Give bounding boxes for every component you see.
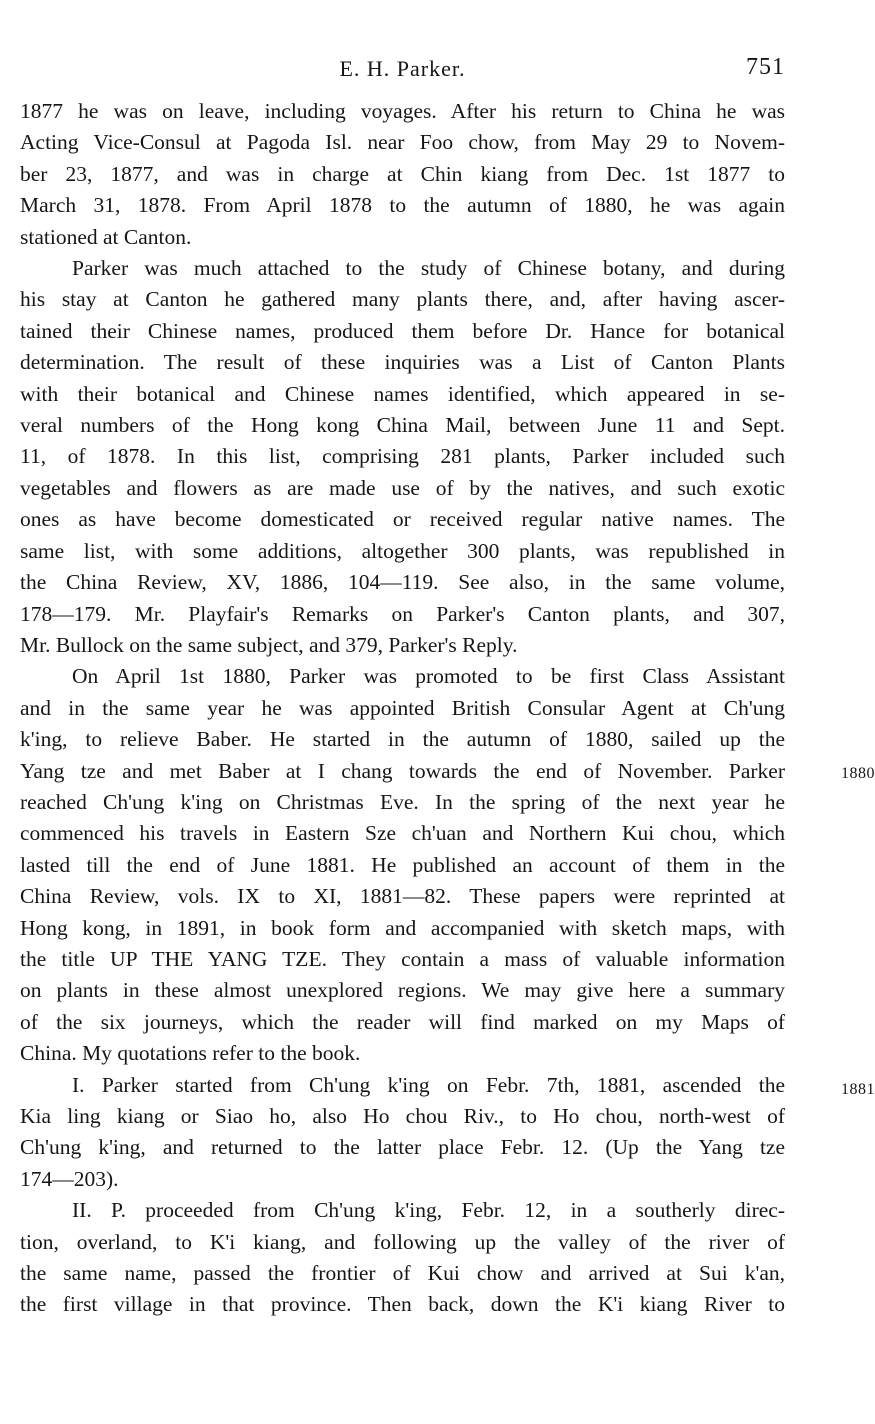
text-line: determination. The result of these inquiries was a List of Canton Plants — [20, 350, 785, 375]
text-line: veral numbers of the Hong kong China Mail, between June 11 and Sept. — [20, 413, 785, 438]
page-number: 751 — [746, 54, 785, 80]
text-line: Mr. Bullock on the same subject, and 379, Parker's Reply. — [20, 632, 518, 657]
text-line: and in the same year he was appointed British Consular Agent at Ch'ung — [20, 695, 785, 720]
text-line: vegetables and flowers as are made use of by the natives, and such exotic — [20, 475, 785, 500]
text-line: of the six journeys, which the reader will find marked on my Maps of — [20, 1009, 785, 1034]
text-line: same list, with some additions, altogether 300 plants, was republished in — [20, 538, 785, 563]
text-line: stationed at Canton. — [20, 224, 192, 249]
text-line: Parker was much attached to the study of Chinese botany, and during — [72, 256, 785, 281]
text-line: China Review, vols. IX to XI, 1881—82. These papers were reprinted at — [20, 884, 785, 909]
text-line: Ch'ung k'ing, and returned to the latter place Febr. 12. (Up the Yang tze — [20, 1135, 785, 1160]
text-line: ber 23, 1877, and was in charge at Chin kiang from Dec. 1st 1877 to — [20, 161, 785, 186]
paragraph-3 — [20, 661, 875, 1069]
text-line: the first village in that province. Then back, down the K'i kiang River to — [20, 1292, 785, 1317]
text-line: on plants in these almost unexplored regions. We may give here a summary — [20, 978, 785, 1003]
text-line: ones as have become domesticated or received regular native names. The — [20, 507, 785, 532]
text-line: with their botanical and Chinese names identified, which appeared in se- — [20, 381, 785, 406]
text-line: 178—179. Mr. Playfair's Remarks on Parker's Canton plants, and 307, — [20, 601, 785, 626]
text-line: II. P. proceeded from Ch'ung k'ing, Febr. 12, in a southerly direc- — [72, 1198, 785, 1223]
text-line: China. My quotations refer to the book. — [20, 1041, 361, 1066]
running-head — [20, 52, 785, 86]
running-title — [20, 56, 785, 82]
text-line: his stay at Canton he gathered many plants there, and, after having ascer- — [20, 287, 785, 312]
paragraph-1 — [20, 96, 785, 253]
margin-note-year: 1880 — [841, 765, 875, 783]
paragraph-5 — [20, 1195, 785, 1321]
paragraph-2 — [20, 253, 785, 661]
text-line: Hong kong, in 1891, in book form and accompanied with sketch maps, with — [20, 915, 785, 940]
paragraph-4 — [20, 1070, 875, 1196]
text-line: reached Ch'ung k'ing on Christmas Eve. In the spring of the next year he — [20, 789, 785, 814]
text-line: commenced his travels in Eastern Sze ch'uan and Northern Kui chou, which — [20, 821, 785, 846]
text-line: k'ing, to relieve Baber. He started in the autumn of 1880, sailed up the — [20, 727, 785, 752]
text-line: the China Review, XV, 1886, 104—119. See also, in the same volume, — [20, 570, 785, 595]
text-line: 174—203). — [20, 1166, 119, 1191]
text-line: lasted till the end of June 1881. He published an account of them in the — [20, 852, 785, 877]
text-line: Kia ling kiang or Siao ho, also Ho chou Riv., to Ho chou, north-west of — [20, 1104, 785, 1128]
text-line: the same name, passed the frontier of Kui chow and arrived at Sui k'an, — [20, 1261, 785, 1286]
margin-note-year: 1881 — [841, 1080, 875, 1098]
text-line: the title UP THE YANG TZE. They contain a mass of valuable information — [20, 946, 785, 971]
text-line: March 31, 1878. From April 1878 to the autumn of 1880, he was again — [20, 193, 785, 218]
text-line: Yang tze and met Baber at I chang towards the end of November. Parker — [20, 758, 785, 783]
text-line: Acting Vice-Consul at Pagoda Isl. near Foo chow, from May 29 to Novem- — [20, 130, 785, 155]
text-line: 1877 he was on leave, including voyages. After his return to China he was — [20, 99, 785, 123]
text-line: tained their Chinese names, produced them before Dr. Hance for botanical — [20, 318, 785, 343]
text-line: I. Parker started from Ch'ung k'ing on Febr. 7th, 1881, ascended the — [72, 1072, 785, 1097]
text-line: On April 1st 1880, Parker was promoted to be first Class Assistant — [72, 664, 785, 689]
book-page — [20, 52, 875, 1321]
text-line: 11, of 1878. In this list, comprising 281 plants, Parker included such — [20, 444, 785, 469]
text-line: tion, overland, to K'i kiang, and following up the valley of the river of — [20, 1229, 785, 1254]
running-title-text: E. H. Parker. — [339, 56, 466, 81]
